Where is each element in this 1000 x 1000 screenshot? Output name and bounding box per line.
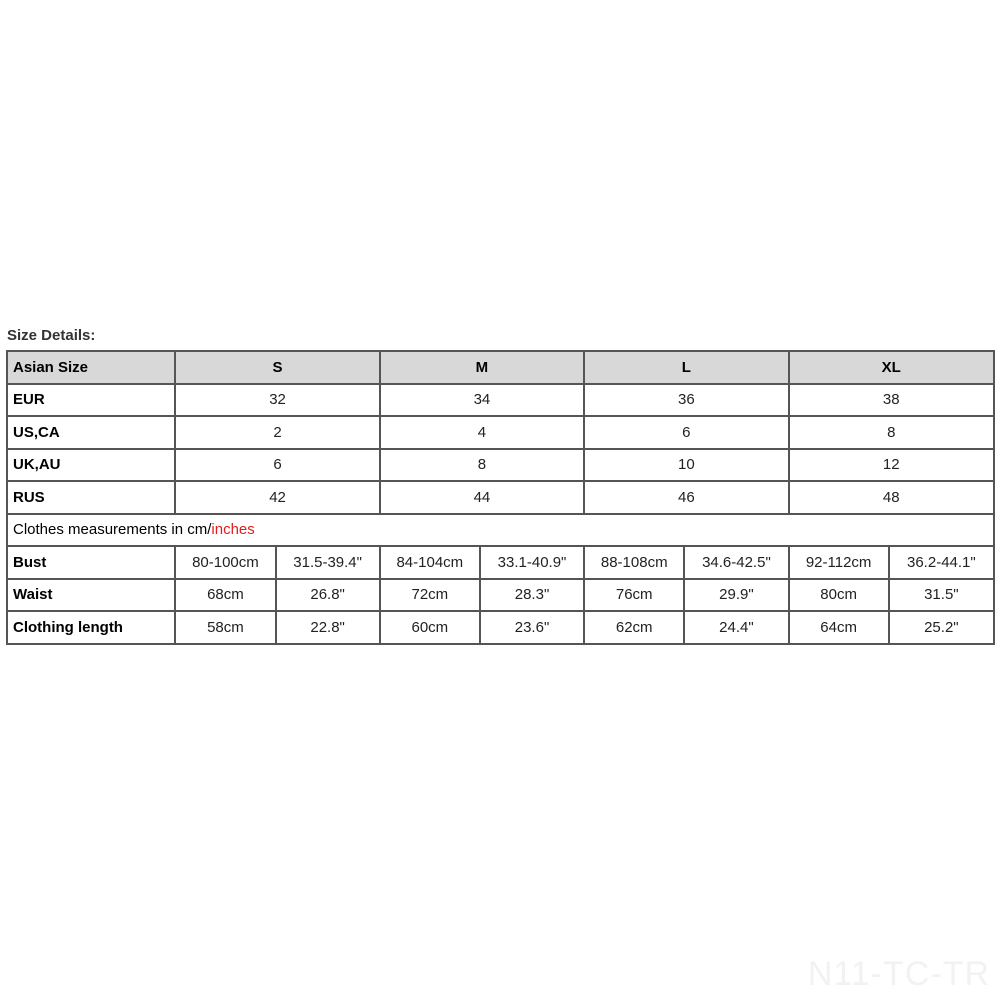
size-header-m: M (380, 351, 584, 384)
table-cell-cm: 80cm (789, 579, 889, 612)
table-cell-cm: 58cm (175, 611, 275, 644)
table-cell-cm: 76cm (584, 579, 684, 612)
asian-size-label: Asian Size (7, 351, 175, 384)
row-label: Bust (7, 546, 175, 579)
table-cell-cm: 72cm (380, 579, 480, 612)
table-cell: 4 (380, 416, 584, 449)
table-cell: 46 (584, 481, 788, 514)
table-cell: 6 (584, 416, 788, 449)
measurements-heading-prefix: Clothes measurements in cm/ (13, 521, 212, 539)
table-cell-inch: 31.5" (889, 579, 994, 612)
row-label: Waist (7, 579, 175, 612)
table-cell-cm: 92-112cm (789, 546, 889, 579)
table-cell: 44 (380, 481, 584, 514)
table-cell: 48 (789, 481, 994, 514)
table-cell: 2 (175, 416, 379, 449)
table-cell: 12 (789, 449, 994, 482)
row-label: US,CA (7, 416, 175, 449)
table-row-eur (7, 384, 994, 417)
table-cell-inch: 23.6" (480, 611, 584, 644)
measurements-heading-accent: inches (211, 521, 255, 539)
table-cell: 6 (175, 449, 379, 482)
table-row-bust (7, 546, 994, 579)
table-cell-cm: 84-104cm (380, 546, 480, 579)
table-cell-inch: 33.1-40.9" (480, 546, 584, 579)
table-row-us-ca (7, 416, 994, 449)
measurements-heading-row (7, 514, 994, 547)
table-cell-inch: 34.6-42.5" (684, 546, 788, 579)
table-cell-cm: 88-108cm (584, 546, 684, 579)
size-details-title: Size Details: (7, 327, 96, 344)
table-cell-cm: 68cm (175, 579, 275, 612)
table-cell: 8 (789, 416, 994, 449)
table-cell: 42 (175, 481, 379, 514)
table-cell-inch: 26.8" (276, 579, 380, 612)
table-row-rus (7, 481, 994, 514)
row-label: Clothing length (7, 611, 175, 644)
table-cell-inch: 25.2" (889, 611, 994, 644)
table-cell-inch: 36.2-44.1" (889, 546, 994, 579)
size-header-l: L (584, 351, 788, 384)
table-cell-inch: 24.4" (684, 611, 788, 644)
table-row-uk-au (7, 449, 994, 482)
size-header-s: S (175, 351, 379, 384)
size-chart-table (6, 350, 995, 645)
table-row-waist (7, 579, 994, 612)
size-header-row (7, 351, 994, 384)
measurements-heading (7, 514, 994, 547)
size-header-xl: XL (789, 351, 994, 384)
table-cell: 38 (789, 384, 994, 417)
watermark: N11-TC-TR (807, 955, 990, 993)
table-cell-cm: 64cm (789, 611, 889, 644)
table-cell: 10 (584, 449, 788, 482)
table-row-clothing-length (7, 611, 994, 644)
table-cell: 36 (584, 384, 788, 417)
table-cell: 32 (175, 384, 379, 417)
row-label: UK,AU (7, 449, 175, 482)
table-cell-inch: 22.8" (276, 611, 380, 644)
table-cell-cm: 80-100cm (175, 546, 275, 579)
table-cell: 34 (380, 384, 584, 417)
table-cell-inch: 31.5-39.4" (276, 546, 380, 579)
table-cell-cm: 60cm (380, 611, 480, 644)
table-cell-cm: 62cm (584, 611, 684, 644)
table-cell: 8 (380, 449, 584, 482)
table-cell-inch: 28.3" (480, 579, 584, 612)
table-cell-inch: 29.9" (684, 579, 788, 612)
row-label: RUS (7, 481, 175, 514)
row-label: EUR (7, 384, 175, 417)
